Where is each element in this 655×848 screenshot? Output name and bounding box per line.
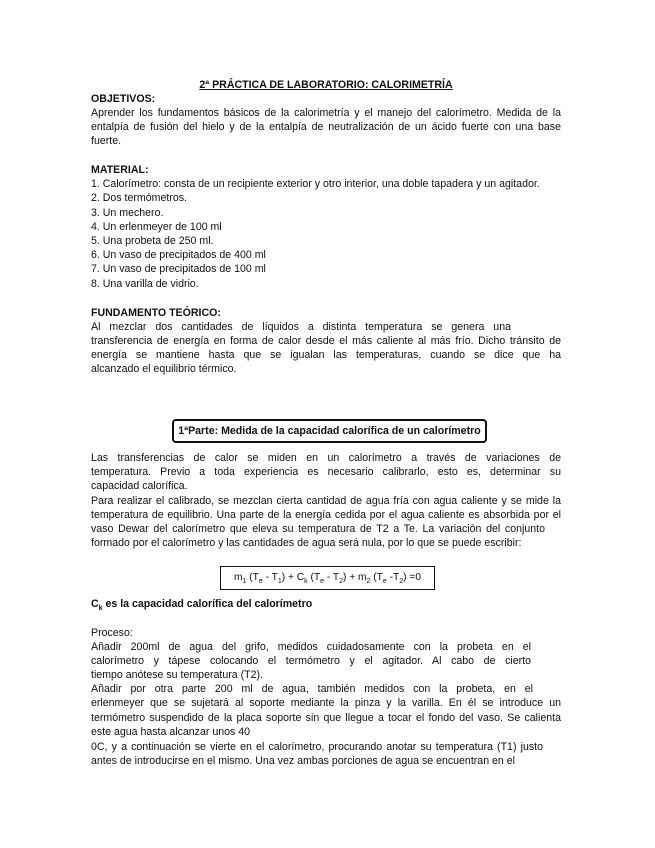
fundamento-line: alcanzado el equilibrio térmico. (91, 363, 237, 375)
material-item: 1. Calorímetro: consta de un recipiente exterior y otro interior, una doble tapadera y un agitador. (91, 178, 540, 190)
proceso-line: este agua hasta alcanzar unos 40 (91, 726, 251, 738)
part1-heading-box (172, 419, 487, 443)
part1-para1-line: temperatura. Previo a toda experiencia es necesario calibrarlo, esto es, determinar su (91, 466, 561, 478)
proceso-line: 0C, y a continuación se vierte en el calorímetro, procurando anotar su temperatura (T1) justo (91, 741, 543, 753)
material-item: 6. Un vaso de precipitados de 400 ml (91, 249, 266, 261)
equation-box (220, 566, 435, 590)
part1-para2-line: vaso Dewar del calorímetro que eleva su temperatura de T2 a Te. La variación del conjunto (91, 523, 545, 535)
fundamento-line: energía se mantiene hasta que se igualan las temperaturas, cuando se dice que ha (91, 349, 561, 361)
objetivos-line: Aprender los fundamentos básicos de la calorimetría y el manejo del calorímetro. Medida de la (91, 107, 561, 119)
material-item: 3. Un mechero. (91, 207, 164, 219)
fundamento-line: transferencia de energía en forma de calor desde el más caliente al más frío. Dicho tránsito de (91, 335, 561, 347)
material-item: 5. Una probeta de 250 ml. (91, 235, 214, 247)
proceso-line: calorímetro y tápese colocando el termómetro y el agitador. Al cabo de cierto (91, 655, 531, 667)
part1-para1-line: capacidad calorífica. (91, 480, 188, 492)
objetivos-line: entalpía de fusión del hielo y de la entalpía de neutralización de un ácido fuerte con una base (91, 121, 561, 133)
proceso-line: Añadir por otra parte 200 ml de agua, también medidos con la probeta, en el (91, 683, 533, 695)
page-title: 2ª PRÁCTICA DE LABORATORIO: CALORIMETRÍA (199, 79, 453, 91)
part1-para2-line: formado por el calorímetro y las cantidades de agua será nula, por lo que se puede escribir: (91, 537, 522, 549)
material-heading: MATERIAL: (91, 164, 149, 176)
part1-para2-line: temperatura de equilibrio. Una parte de la energía cedida por el agua caliente es absorbida por el (91, 509, 561, 521)
fundamento-line: Al mezclar dos cantidades de líquidos a distinta temperatura se genera una (91, 321, 511, 333)
objetivos-heading: OBJETIVOS: (91, 93, 156, 105)
objetivos-line: fuerte. (91, 135, 122, 147)
calibration-equation: $m_1$ $(T_e - T_1) + C_k$ $(T_e - T_2) + m_2$ ($T_e$ $-T_2) =0$ (234, 572, 421, 586)
proceso-line: antes de introducirse en el mismo. Una vez ambas porciones de agua se encuentran en el (91, 755, 515, 767)
part1-para1-line: Las transferencias de calor se miden en un calorímetro a través de variaciones de (91, 452, 561, 464)
proceso-line: erlenmeyer que se sujetará al soporte mediante la pinza y la varilla. En él se introduce un (91, 697, 561, 709)
material-item: 8. Una varilla de vidrio. (91, 278, 199, 290)
fundamento-heading: FUNDAMENTO TEÓRICO: (91, 307, 221, 319)
part1-para2-line: Para realizar el calibrado, se mezclan cierta cantidad de agua fría con agua caliente y se mide la (91, 495, 561, 507)
proceso-heading: Proceso: (91, 627, 133, 639)
material-item: 7. Un vaso de precipitados de 100 ml (91, 263, 266, 275)
proceso-line: Añadir 200ml de agua del grifo, medidos cuidadosamente con la probeta en el (91, 641, 531, 653)
material-item: 4. Un erlenmeyer de 100 ml (91, 221, 222, 233)
proceso-line: termómetro suspendido de la placa soporte sin que llegue a tocar el fondo del vaso. Se calienta (91, 712, 561, 724)
ck-definition: $C_k$ es la capacidad calorífica del calorímetro (91, 598, 313, 613)
part1-heading: 1ªParte: Medida de la capacidad calorífica de un calorímetro (178, 425, 481, 437)
material-item: 2. Dos termómetros. (91, 192, 187, 204)
proceso-line: tiempo anótese su temperatura (T2). (91, 669, 263, 681)
